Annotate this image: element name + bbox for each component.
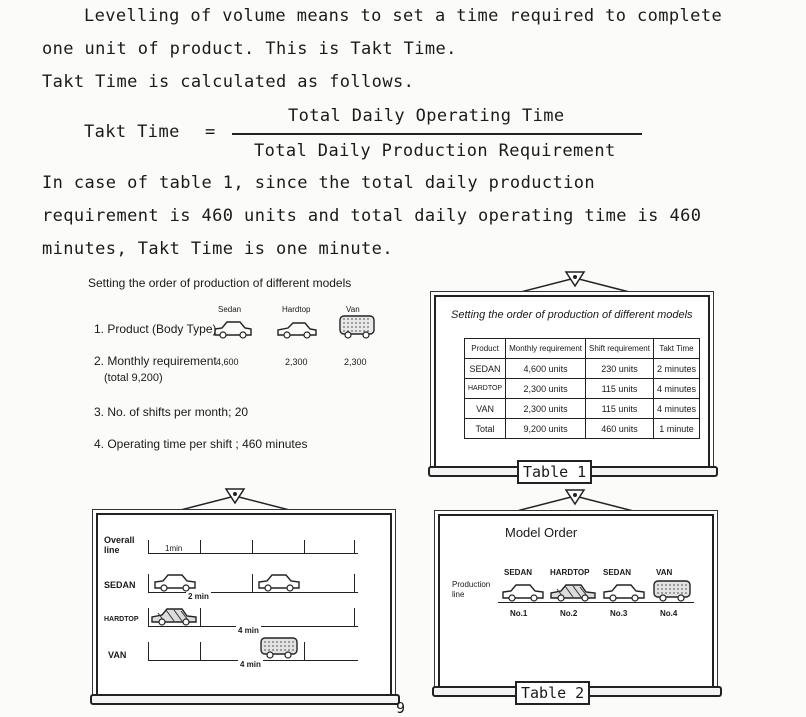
tick <box>304 540 305 553</box>
hardtop-car-icon <box>150 605 198 627</box>
formula-equals: = <box>205 122 216 142</box>
table-row <box>465 419 700 439</box>
table-row <box>465 379 700 399</box>
table-cell: Total <box>465 419 506 439</box>
table-cell: 4 minutes <box>653 399 699 419</box>
table-cell: 2,300 units <box>506 399 586 419</box>
sedan-row-label: SEDAN <box>104 580 136 590</box>
table-1-caption: Table 1 <box>517 460 592 484</box>
table-1 <box>464 338 700 439</box>
table-1-header-monthly: Monthly requirement <box>506 339 586 359</box>
table-cell: VAN <box>465 399 506 419</box>
setting-item-2-total: (total 9,200) <box>104 372 163 384</box>
intro-line-5: requirement is 460 units and total daily operating time is 460 <box>42 206 702 226</box>
formula-numerator: Total Daily Operating Time <box>288 106 565 126</box>
formula-lhs: Takt Time <box>84 122 180 142</box>
table-2-model-1: SEDAN <box>504 568 533 577</box>
timeline-board <box>96 513 392 699</box>
model-label-hardtop: Hardtop <box>282 305 311 314</box>
four-min-label-b: 4 min <box>240 660 261 669</box>
table-1-heading: Setting the order of production of different models <box>451 309 693 321</box>
table-2-number-4: No.4 <box>660 609 678 618</box>
van-row-label: VAN <box>108 650 127 660</box>
tick <box>200 642 201 660</box>
model-label-van: Van <box>346 305 360 314</box>
tick <box>354 574 355 592</box>
board-3-hanger <box>160 484 310 516</box>
hardtop-row-label: HARDTOP <box>104 616 139 623</box>
table-2-model-4: VAN <box>656 568 673 577</box>
one-min-label: 1min <box>165 544 183 553</box>
sedan-car-icon <box>212 318 254 340</box>
table-cell: SEDAN <box>465 359 506 379</box>
table-2-number-2: No.2 <box>560 609 578 618</box>
tick <box>200 608 201 626</box>
overall-timeline <box>148 553 358 554</box>
intro-line-4: In case of table 1, since the total daily production <box>42 173 596 193</box>
page-number: 9 <box>396 699 406 717</box>
formula-denominator: Total Daily Production Requirement <box>254 141 616 161</box>
intro-line-3: Takt Time is calculated as follows. <box>42 72 415 92</box>
van-icon <box>337 313 377 341</box>
sedan-car-icon <box>152 571 198 593</box>
tick <box>148 608 149 626</box>
table-cell: 4 minutes <box>653 379 699 399</box>
sedan-car-icon <box>256 571 302 593</box>
table-2-model-3: SEDAN <box>603 568 632 577</box>
table-cell: HARDTOP <box>465 379 506 399</box>
board-4-hanger <box>500 486 650 516</box>
setting-heading: Setting the order of production of different models <box>88 276 352 290</box>
table-1-header-product: Product <box>465 339 506 359</box>
monthly-sedan: 4,600 <box>216 357 239 367</box>
table-cell: 115 units <box>586 399 654 419</box>
tick <box>252 540 253 553</box>
van-icon <box>258 635 300 661</box>
tick <box>354 540 355 553</box>
sedan-car-icon <box>601 581 647 603</box>
van-icon <box>651 578 693 604</box>
tick <box>148 642 149 660</box>
board-3-ledge <box>90 694 400 705</box>
tick <box>148 540 149 553</box>
table-cell: 230 units <box>586 359 654 379</box>
table-row <box>465 359 700 379</box>
tick <box>200 540 201 553</box>
production-line-label: Production line <box>452 580 491 599</box>
table-cell: 4,600 units <box>506 359 586 379</box>
setting-item-1: 1. Product (Body Type) <box>94 322 217 336</box>
table-cell: 1 minute <box>653 419 699 439</box>
tick <box>304 642 305 660</box>
table-1-header-takt: Takt Time <box>653 339 699 359</box>
table-cell: 460 units <box>586 419 654 439</box>
tick <box>354 608 355 626</box>
hardtop-car-icon <box>549 581 597 603</box>
table-2-number-1: No.1 <box>510 609 528 618</box>
hardtop-car-icon <box>276 318 318 340</box>
intro-line-1: Levelling of volume means to set a time required to complete <box>84 6 723 26</box>
table-2-model-2: HARDTOP <box>550 568 590 577</box>
table-cell: 9,200 units <box>506 419 586 439</box>
formula-fraction-bar <box>232 133 642 135</box>
sedan-car-icon <box>500 581 546 603</box>
intro-line-6: minutes, Takt Time is one minute. <box>42 239 393 259</box>
monthly-hardtop: 2,300 <box>285 357 308 367</box>
setting-item-3: 3. No. of shifts per month; 20 <box>94 405 249 419</box>
table-cell: 2,300 units <box>506 379 586 399</box>
monthly-van: 2,300 <box>344 357 367 367</box>
table-1-header-shift: Shift requirement <box>586 339 654 359</box>
board-1-hanger <box>500 268 650 298</box>
two-min-label: 2 min <box>188 592 209 601</box>
table-row <box>465 399 700 419</box>
table-2-number-3: No.3 <box>610 609 628 618</box>
model-label-sedan: Sedan <box>218 305 242 314</box>
table-cell: 115 units <box>586 379 654 399</box>
intro-line-2: one unit of product. This is Takt Time. <box>42 39 457 59</box>
setting-item-2: 2. Monthly requirement <box>94 354 217 368</box>
setting-item-4: 4. Operating time per shift ; 460 minutes <box>94 437 308 451</box>
tick <box>148 574 149 592</box>
four-min-label-a: 4 min <box>238 626 259 635</box>
model-order-title: Model Order <box>505 525 578 540</box>
tick <box>252 574 253 592</box>
table-cell: 2 minutes <box>653 359 699 379</box>
overall-line-label: Overall line <box>104 535 135 555</box>
table-2-caption: Table 2 <box>515 681 590 705</box>
